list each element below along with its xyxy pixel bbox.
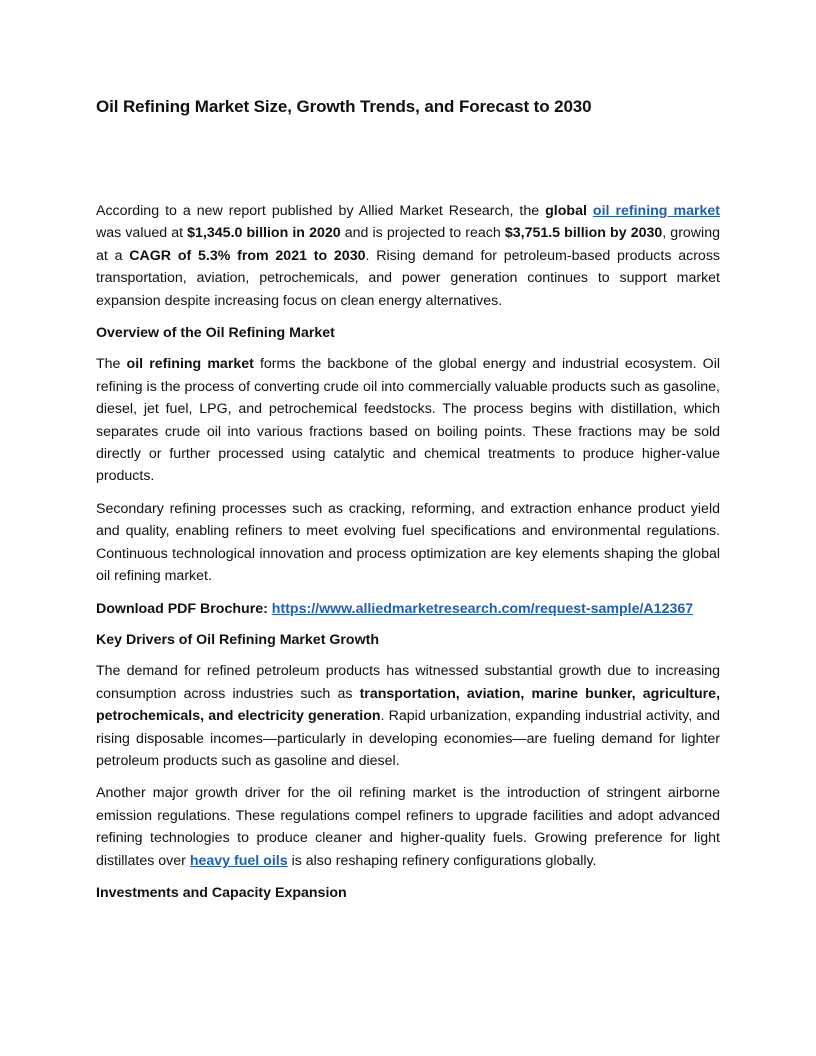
drivers-text-3: Another major growth driver for the oil refining market is the introduction of stringent airborne emission regulations. These regulations compel refiners to upgrade facilities and adopt advanced refining technologies to produce cleaner and higher-quality fuels. Growing preference for light distillates over <box>96 785 720 869</box>
overview-text-2: forms the backbone of the global energy and industrial ecosystem. Oil refining is the process of converting crude oil into commercially valuable products such as gasoline, diesel, jet fuel, LPG, and petrochemical feedstocks. The process begins with distillation, which separates crude oil into various fractions based on boiling points. These fractions may be sold directly or further processed using catalytic and chemical treatments to produce higher-value products. <box>96 356 721 485</box>
drivers-heading: Key Drivers of Oil Refining Market Growth <box>96 631 380 648</box>
intro-text-1: According to a new report published by Allied Market Research, the <box>96 203 546 219</box>
heavy-fuel-oils-link[interactable]: heavy fuel oils <box>189 852 288 869</box>
document-page <box>96 96 720 913</box>
brochure-link[interactable]: https://www.alliedmarketresearch.com/request-sample/A12367 <box>271 600 694 617</box>
document-body <box>96 200 720 904</box>
overview-heading: Overview of the Oil Refining Market <box>96 325 335 342</box>
intro-text-3: was valued at <box>96 225 188 242</box>
investments-heading: Investments and Capacity Expansion <box>96 884 347 901</box>
overview-text-1: The <box>96 356 127 373</box>
drivers-bold-industries: transportation, aviation, marine bunker, agriculture, petrochemicals, and electricity generation <box>96 685 721 725</box>
intro-bold-global: global <box>545 203 587 219</box>
brochure-label: Download PDF Brochure: <box>96 600 268 617</box>
drivers-text-2: . Rapid urbanization, expanding industrial activity, and rising disposable incomes—particularly in developing economies—are fueling demand for lighter petroleum products such as gasoline and diesel. <box>96 708 720 769</box>
intro-bold-2020-value: $1,345.0 billion in 2020 <box>187 225 341 242</box>
intro-text-6: . Rising demand for petroleum-based products across transportation, aviation, petrochemicals, and power generation continues to support market expansion despite increasing focus on clean energy alternatives. <box>96 247 721 309</box>
intro-bold-cagr: CAGR of 5.3% from 2021 to 2030 <box>129 247 366 264</box>
drivers-text-1: The demand for refined petroleum products has witnessed substantial growth due to increasing consumption across industries such as <box>96 663 720 702</box>
oil-refining-market-link[interactable]: oil refining market <box>592 203 720 219</box>
intro-text-4: and is projected to reach <box>340 225 505 242</box>
page-title: Oil Refining Market Size, Growth Trends, and Forecast to 2030 <box>96 97 592 116</box>
intro-text-5: , growing at a <box>96 225 720 264</box>
drivers-text-4: is also reshaping refinery configurations globally. <box>287 852 597 869</box>
overview-paragraph-1 <box>96 353 720 487</box>
drivers-paragraph-2 <box>96 782 720 872</box>
brochure-line <box>96 598 720 620</box>
drivers-paragraph-1 <box>96 660 720 772</box>
intro-paragraph <box>96 200 720 312</box>
intro-bold-2030-value: $3,751.5 billion by 2030 <box>504 225 663 242</box>
overview-bold-market: oil refining market <box>126 356 254 373</box>
overview-paragraph-2: Secondary refining processes such as cracking, reforming, and extraction enhance product yield and quality, enabling refiners to meet evolving fuel specifications and environmental regulations. Continuous technological innovation and process optimization are key elements shaping the global oil refining market. <box>96 500 720 585</box>
